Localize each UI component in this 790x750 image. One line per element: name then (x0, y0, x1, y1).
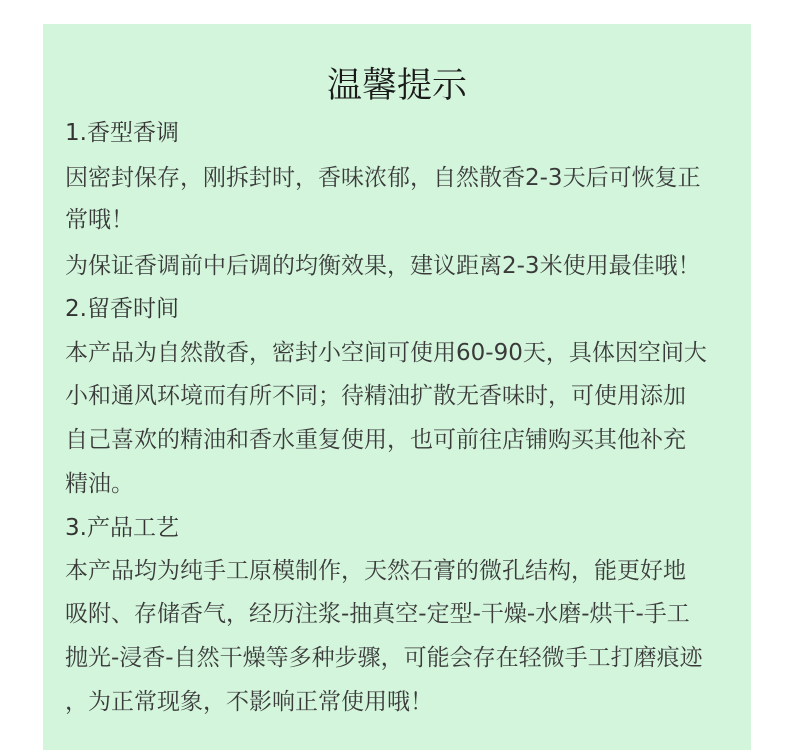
text-line: 本产品为自然散香，密封小空间可使用60-90天，具体因空间大 (65, 340, 707, 366)
text-line: 常哦！ (65, 207, 134, 233)
text-line: 本产品均为纯手工原模制作，天然石膏的微孔结构，能更好地 (65, 558, 686, 584)
text-line: ，为正常现象，不影响正常使用哦！ (65, 689, 433, 715)
text-line: 因密封保存，刚拆封时，香味浓郁，自然散香2-3天后可恢复正 (65, 165, 701, 191)
text-line: 精油。 (65, 471, 134, 497)
section-heading-craft: 3.产品工艺 (65, 515, 179, 541)
text-line: 为保证香调前中后调的均衡效果，建议距离2-3米使用最佳哦！ (65, 253, 701, 279)
text-line: 抛光-浸香-自然干燥等多种步骤，可能会存在轻微手工打磨痕迹 (65, 645, 703, 671)
section-heading-fragrance: 1.香型香调 (65, 120, 179, 146)
text-line: 小和通风环境而有所不同；待精油扩散无香味时，可使用添加 (65, 383, 686, 409)
notice-card (43, 24, 751, 750)
text-line: 吸附、存储香气，经历注浆-抽真空-定型-干燥-水磨-烘干-手工 (65, 601, 690, 627)
text-line: 自己喜欢的精油和香水重复使用，也可前往店铺购买其他补充 (65, 427, 686, 453)
notice-title: 温馨提示 (326, 66, 467, 106)
section-heading-duration: 2.留香时间 (65, 296, 179, 322)
